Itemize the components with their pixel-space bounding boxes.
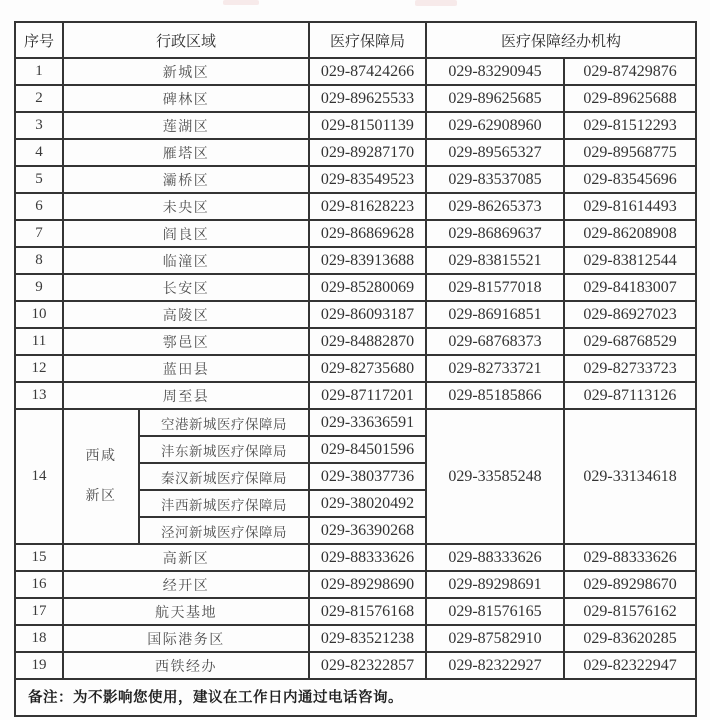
- sub-bureau-name: 泾河新城医疗保障局: [139, 517, 309, 544]
- row-no: 16: [15, 571, 63, 598]
- bureau-phone: 029-82735680: [309, 355, 426, 382]
- agency-phone-2: 029-87429876: [564, 58, 696, 85]
- row-no: 19: [15, 652, 63, 679]
- agency-phone-1: 029-87582910: [426, 625, 564, 652]
- region-name: 高陵区: [63, 301, 309, 328]
- row-no: 13: [15, 382, 63, 409]
- row-no: 7: [15, 220, 63, 247]
- row-no: 6: [15, 193, 63, 220]
- header-col-no: 序号: [15, 22, 63, 58]
- agency-phone-1: 029-62908960: [426, 112, 564, 139]
- agency-phone-2: 029-81576162: [564, 598, 696, 625]
- bureau-phone: 029-89298690: [309, 571, 426, 598]
- bureau-phone: 029-84882870: [309, 328, 426, 355]
- table-row: [15, 58, 696, 85]
- agency-phone-1: 029-89625685: [426, 85, 564, 112]
- table-row: [15, 328, 696, 355]
- agency-phone-2: 029-89625688: [564, 85, 696, 112]
- bureau-phone: 029-89625533: [309, 85, 426, 112]
- row-no: 1: [15, 58, 63, 85]
- header-col-agency: 医疗保障经办机构: [426, 22, 696, 58]
- table-row: [15, 220, 696, 247]
- row-no: 12: [15, 355, 63, 382]
- agency-phone-2: 029-82322947: [564, 652, 696, 679]
- agency-phone-2: 029-86208908: [564, 220, 696, 247]
- row-no: 11: [15, 328, 63, 355]
- sub-bureau-phone: 029-36390268: [309, 517, 426, 544]
- region-name-line2: 新区: [85, 488, 117, 504]
- table-row: [15, 301, 696, 328]
- table-row: [15, 382, 696, 409]
- agency-phone-1: 029-86869637: [426, 220, 564, 247]
- table-row: [15, 193, 696, 220]
- sub-bureau-name: 沣东新城医疗保障局: [139, 436, 309, 463]
- table-row: [15, 166, 696, 193]
- bureau-phone: 029-86093187: [309, 301, 426, 328]
- bureau-phone: 029-85280069: [309, 274, 426, 301]
- table-row: [15, 112, 696, 139]
- region-name: 阎良区: [63, 220, 309, 247]
- row-no: 2: [15, 85, 63, 112]
- table-row: [15, 571, 696, 598]
- bureau-phone: 029-83521238: [309, 625, 426, 652]
- sub-bureau-name: 沣西新城医疗保障局: [139, 490, 309, 517]
- agency-phone-1: 029-89298691: [426, 571, 564, 598]
- region-name: 未央区: [63, 193, 309, 220]
- agency-phone-2: 029-82733723: [564, 355, 696, 382]
- region-name: 西铁经办: [63, 652, 309, 679]
- bureau-phone: 029-83549523: [309, 166, 426, 193]
- region-name: 经开区: [63, 571, 309, 598]
- agency-phone-1: 029-83290945: [426, 58, 564, 85]
- agency-phone-1: 029-81576165: [426, 598, 564, 625]
- bureau-phone: 029-81501139: [309, 112, 426, 139]
- region-name: 航天基地: [63, 598, 309, 625]
- agency-phone-1: 029-86265373: [426, 193, 564, 220]
- region-name: 蓝田县: [63, 355, 309, 382]
- row-no: 17: [15, 598, 63, 625]
- row-no: 4: [15, 139, 63, 166]
- row-no: 10: [15, 301, 63, 328]
- header-col-region: 行政区域: [63, 22, 309, 58]
- agency-phone-2: 029-87113126: [564, 382, 696, 409]
- medical-insurance-phone-table: [14, 21, 697, 717]
- table-row: [15, 274, 696, 301]
- region-name: 雁塔区: [63, 139, 309, 166]
- header-col-bureau: 医疗保障局: [309, 22, 426, 58]
- agency-phone-1: 029-33585248: [426, 409, 564, 544]
- agency-phone-2: 029-89298670: [564, 571, 696, 598]
- agency-phone-1: 029-89565327: [426, 139, 564, 166]
- agency-phone-1: 029-88333626: [426, 544, 564, 571]
- region-name: 鄠邑区: [63, 328, 309, 355]
- region-name: 灞桥区: [63, 166, 309, 193]
- region-name: 国际港务区: [63, 625, 309, 652]
- row-no: 5: [15, 166, 63, 193]
- footer-note: 备注：为不影响您使用，建议在工作日内通过电话咨询。: [15, 679, 696, 716]
- agency-phone-1: 029-82322927: [426, 652, 564, 679]
- agency-phone-1: 029-82733721: [426, 355, 564, 382]
- table-row: [15, 247, 696, 274]
- region-name: 长安区: [63, 274, 309, 301]
- bureau-phone: 029-87424266: [309, 58, 426, 85]
- sub-bureau-phone: 029-33636591: [309, 409, 426, 436]
- agency-phone-2: 029-83620285: [564, 625, 696, 652]
- agency-phone-2: 029-88333626: [564, 544, 696, 571]
- table-row: [15, 544, 696, 571]
- table-row: [15, 139, 696, 166]
- table-row-xixian: [15, 409, 696, 436]
- table-row: [15, 625, 696, 652]
- agency-phone-1: 029-68768373: [426, 328, 564, 355]
- bureau-phone: 029-83913688: [309, 247, 426, 274]
- row-no: 9: [15, 274, 63, 301]
- region-name: 莲湖区: [63, 112, 309, 139]
- agency-phone-2: 029-86927023: [564, 301, 696, 328]
- table-row: [15, 598, 696, 625]
- row-no: 14: [15, 409, 63, 544]
- region-name-xixian: [63, 409, 139, 544]
- row-no: 8: [15, 247, 63, 274]
- region-name: 新城区: [63, 58, 309, 85]
- bureau-phone: 029-82322857: [309, 652, 426, 679]
- agency-phone-2: 029-89568775: [564, 139, 696, 166]
- sub-bureau-name: 空港新城医疗保障局: [139, 409, 309, 436]
- bureau-phone: 029-87117201: [309, 382, 426, 409]
- cropped-red-text-artifact: [223, 0, 259, 5]
- agency-phone-2: 029-83812544: [564, 247, 696, 274]
- bureau-phone: 029-86869628: [309, 220, 426, 247]
- region-name: 临潼区: [63, 247, 309, 274]
- region-name-line1: 西咸: [85, 448, 117, 464]
- agency-phone-2: 029-33134618: [564, 409, 696, 544]
- agency-phone-2: 029-81512293: [564, 112, 696, 139]
- bureau-phone: 029-89287170: [309, 139, 426, 166]
- cropped-red-text-artifact: [415, 0, 457, 6]
- agency-phone-2: 029-81614493: [564, 193, 696, 220]
- sub-bureau-phone: 029-38020492: [309, 490, 426, 517]
- row-no: 3: [15, 112, 63, 139]
- bureau-phone: 029-81628223: [309, 193, 426, 220]
- footer-note-row: [15, 679, 696, 716]
- sub-bureau-name: 秦汉新城医疗保障局: [139, 463, 309, 490]
- region-name: 碑林区: [63, 85, 309, 112]
- header-row: [15, 22, 696, 58]
- region-name: 周至县: [63, 382, 309, 409]
- table-row: [15, 85, 696, 112]
- table-row: [15, 652, 696, 679]
- agency-phone-1: 029-83537085: [426, 166, 564, 193]
- sub-bureau-phone: 029-84501596: [309, 436, 426, 463]
- agency-phone-1: 029-85185866: [426, 382, 564, 409]
- agency-phone-2: 029-84183007: [564, 274, 696, 301]
- agency-phone-1: 029-83815521: [426, 247, 564, 274]
- agency-phone-2: 029-68768529: [564, 328, 696, 355]
- bureau-phone: 029-88333626: [309, 544, 426, 571]
- sub-bureau-phone: 029-38037736: [309, 463, 426, 490]
- row-no: 15: [15, 544, 63, 571]
- agency-phone-1: 029-86916851: [426, 301, 564, 328]
- bureau-phone: 029-81576168: [309, 598, 426, 625]
- row-no: 18: [15, 625, 63, 652]
- agency-phone-1: 029-81577018: [426, 274, 564, 301]
- region-name: 高新区: [63, 544, 309, 571]
- agency-phone-2: 029-83545696: [564, 166, 696, 193]
- table-row: [15, 355, 696, 382]
